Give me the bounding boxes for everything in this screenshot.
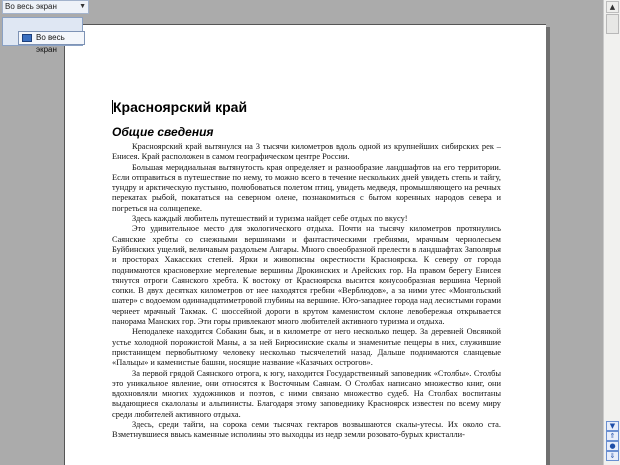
close-fullscreen-button[interactable] <box>18 31 85 54</box>
previous-page-icon[interactable]: ⇑ <box>606 431 619 441</box>
paragraph: Неподалеке находится Собакин бык, и в километре от него несколько пещер. За деревней Овсянкой устье холодной порожистой Маны, а за ней Бирюсинские скалы и знаменитые пещеры в них, служившие пристанищем первобытному человеку несколько тысячелетий назад. Дальше поднимаются сланцевые «Пальцы» и каменистые башни, носящие название «Казачьих острогов». <box>112 327 501 368</box>
scroll-up-icon[interactable]: ▲ <box>606 1 619 13</box>
select-browse-object-icon[interactable]: ● <box>606 441 619 451</box>
document-title[interactable] <box>112 99 501 115</box>
paragraph: Здесь, среди тайги, на сорока семи тысячах гектаров возвышаются скалы-утесы. Их около ста. Взметнувшиеся ввысь каменные исполины это выходцы из недр земли розовато-бурых кристалли- <box>112 420 501 440</box>
paragraph: Здесь каждый любитель путешествий и туризма найдет себе отдых по вкусу! <box>132 214 408 224</box>
vertical-scrollbar[interactable] <box>603 0 620 465</box>
fullscreen-toolbar-title: Во весь экран <box>5 2 57 11</box>
page-content <box>112 99 501 441</box>
fullscreen-icon <box>22 34 32 42</box>
scroll-down-icon[interactable]: ▼ <box>606 421 619 431</box>
section-heading: Общие сведения <box>112 125 214 139</box>
scroll-thumb[interactable] <box>606 14 619 34</box>
document-page[interactable] <box>64 24 546 465</box>
chevron-down-icon[interactable]: ▼ <box>79 3 86 10</box>
paragraph: За первой грядой Саянского отрога, к югу, находится Государственный заповедник «Столбы». Столбы это уникальное явление, они относятся к Восточным Саянам. О Столбах написано множество книг, они вдохновляли многих художников и поэтов, с ними связано множество судеб. На Столбах воспитаны выдающиеся скалолазы и альпинисты. Благодаря этому заповеднику Красноярск известен по всему миру среди любителей активного отдыха. <box>112 368 501 419</box>
paragraph: Это удивительное место для экологического отдыха. Почти на тысячу километров протянулись Саянские хребты со снежными вершинами и фантастическими гребнями, мрачным чернолесьем Буйбинских ущелий, величавым раздольем Ангары. Много своеобразной прелести в ландшафтах Заполярья и просторах Хакасских степей. Ярки и живописны окрестности Красноярска. К северу от города поднимаются красноверхие мергелевые вершины Дрокинских и Арейских гор. На правом берегу Енисея тянутся отроги Саянского хребта. К востоку от Красноярска высится конусообразная вершина Черной сопки. В двух десятках километров от нее находятся гребни «Верблюдов», а за ними утес «Монгольский шатер» с водоемом одиннадцатиметровой глубины на вершине. Юго-западнее города над лесистыми горами чернеет мрачный Такмак. С шоссейной дороги в крутом каменистом склоне левобережья открывается панорама Манских гор. Эти горы привлекают много любителей активного туризма и отдыха. <box>112 224 501 327</box>
next-page-icon[interactable]: ⇓ <box>606 451 619 461</box>
fullscreen-toolbar-titlebar[interactable] <box>2 0 89 14</box>
paragraph: Большая меридиальная вытянутость края определяет и разнообразие ландшафтов на его территории. Если отправиться в путешествие по нему, то можно всего в течение нескольких дней увидеть степь и тайгу, тундру и арктическую пустыню, полюбоваться полетом птиц, увидеть медведя, промышляющего на речных перекатах рыбой, покататься на северном олене, познакомиться с бытом коренных народов севера и погреться на солнцепеке. <box>112 162 501 213</box>
document-title-text: Красноярский край <box>113 99 248 115</box>
close-fullscreen-label: Во весь экран <box>36 33 65 54</box>
paragraph: Красноярский край вытянулся на 3 тысячи километров вдоль одной из крупнейших сибирских рек – Енисея. Край расположен в самом географическом центре России. <box>112 142 501 162</box>
